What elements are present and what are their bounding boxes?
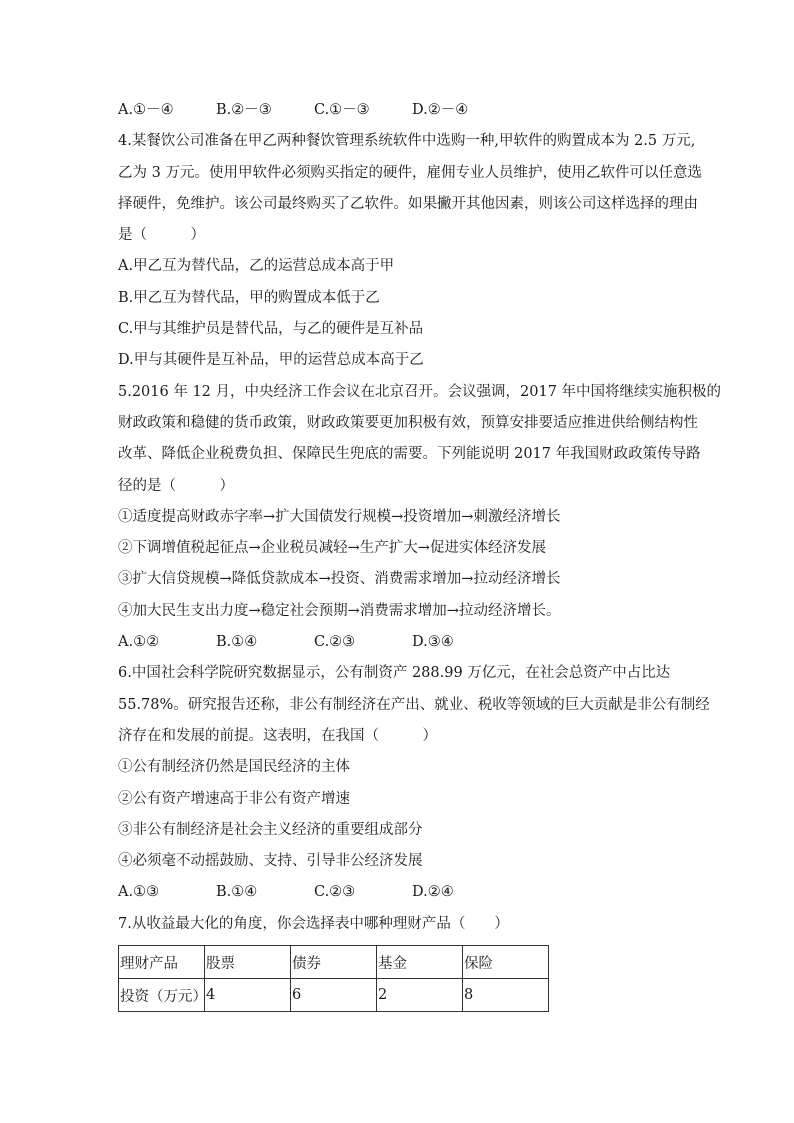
q6-stem-line: 55.78%。研究报告还称，非公有制经济在产出、就业、税收等领域的巨大贡献是非公有制经 xyxy=(118,696,710,713)
q7-table xyxy=(118,945,549,1012)
q5-statement-1: ①适度提高财政赤字率→扩大国债发行规模→投资增加→刺激经济增长 xyxy=(118,508,561,525)
table-cell: 基金 xyxy=(377,946,463,979)
q5-statement-2: ②下调增值税起征点→企业税员减轻→生产扩大→促进实体经济发展 xyxy=(118,540,546,557)
q5-statement-3: ③扩大信贷规模→降低贷款成本→投资、消费需求增加→拉动经济增长 xyxy=(118,571,561,588)
q6-stem-line: 济存在和发展的前提。这表明，在我国（ ） xyxy=(118,727,437,744)
q3-option-d: D.②－④ xyxy=(412,102,469,118)
q4-stem-line: 择硬件，免维护。该公司最终购买了乙软件。如果撇开其他因素，则该公司这样选择的理由 xyxy=(118,195,698,212)
q6-options xyxy=(118,882,688,902)
q4-choice-b: B.甲乙互为替代品，甲的购置成本低于乙 xyxy=(118,289,380,306)
q5-option-b: B.①④ xyxy=(216,634,258,651)
table-row xyxy=(119,979,549,1012)
q7-stem: 7.从收益最大化的角度，你会选择表中哪种理财产品（ ） xyxy=(118,915,509,932)
table-cell: 理财产品 xyxy=(119,946,205,979)
q5-stem-line: 财政政策和稳健的货币政策，财政政策要更加积极有效，预算安排要适应推进供给侧结构性 xyxy=(118,414,698,431)
q6-statement-2: ②公有资产增速高于非公有资产增速 xyxy=(118,790,350,807)
table-header-row xyxy=(119,946,549,979)
q5-stem-line: 径的是（ ） xyxy=(118,477,234,494)
q4-choice-d: D.甲与其硬件是互补品，甲的运营总成本高于乙 xyxy=(118,352,424,369)
q5-stem-line: 5.2016 年 12 月，中央经济工作会议在北京召开。会议强调，2017 年中国将继续实施积极的 xyxy=(118,383,722,400)
q6-statement-4: ④必须毫不动摇鼓励、支持、引导非公经济发展 xyxy=(118,853,423,870)
q4-stem-line: 是（ ） xyxy=(118,227,205,244)
q6-option-c: C.②③ xyxy=(314,884,356,901)
table-cell: 2 xyxy=(377,979,463,1012)
table-cell: 债券 xyxy=(291,946,377,979)
q6-option-d: D.②④ xyxy=(412,884,454,901)
q5-option-d: D.③④ xyxy=(412,634,454,651)
q6-stem-line: 6.中国社会科学院研究数据显示，公有制资产 288.99 万亿元，在社会总资产中占比达 xyxy=(118,665,671,682)
table-cell: 股票 xyxy=(205,946,291,979)
q3-options xyxy=(118,100,688,120)
q6-option-a: A.①③ xyxy=(118,884,160,901)
table-cell: 8 xyxy=(463,979,549,1012)
q5-options xyxy=(118,632,688,652)
q5-statement-4: ④加大民生支出力度→稳定社会预期→消费需求增加→拉动经济增长。 xyxy=(118,602,561,619)
q5-stem-line: 改革、降低企业税费负担、保障民生兜底的需要。下列能说明 2017 年我国财政政策传导路 xyxy=(118,446,701,463)
table-cell: 6 xyxy=(291,979,377,1012)
q5-option-c: C.②③ xyxy=(314,634,356,651)
q4-stem-line: 4.某餐饮公司准备在甲乙两种餐饮管理系统软件中选购一种,甲软件的购置成本为 2.5 万元, xyxy=(118,133,696,150)
q6-statement-1: ①公有制经济仍然是国民经济的主体 xyxy=(118,759,350,776)
q6-statement-3: ③非公有制经济是社会主义经济的重要组成部分 xyxy=(118,821,423,838)
q4-stem-line: 乙为 3 万元。使用甲软件必须购买指定的硬件，雇佣专业人员维护，使用乙软件可以任意选 xyxy=(118,164,702,181)
q4-choice-a: A.甲乙互为替代品，乙的运营总成本高于甲 xyxy=(118,258,395,275)
document-content xyxy=(118,100,722,1012)
q3-option-b: B.②－③ xyxy=(216,102,272,118)
q4-choice-c: C.甲与其维护员是替代品，与乙的硬件是互补品 xyxy=(118,321,424,338)
q5-option-a: A.①② xyxy=(118,634,160,651)
q3-option-c: C.①－③ xyxy=(314,102,370,118)
q3-option-a: A.①－④ xyxy=(118,102,174,118)
q6-option-b: B.①④ xyxy=(216,884,258,901)
table-cell: 投资（万元） xyxy=(119,979,205,1012)
table-cell: 4 xyxy=(205,979,291,1012)
table-cell: 保险 xyxy=(463,946,549,979)
